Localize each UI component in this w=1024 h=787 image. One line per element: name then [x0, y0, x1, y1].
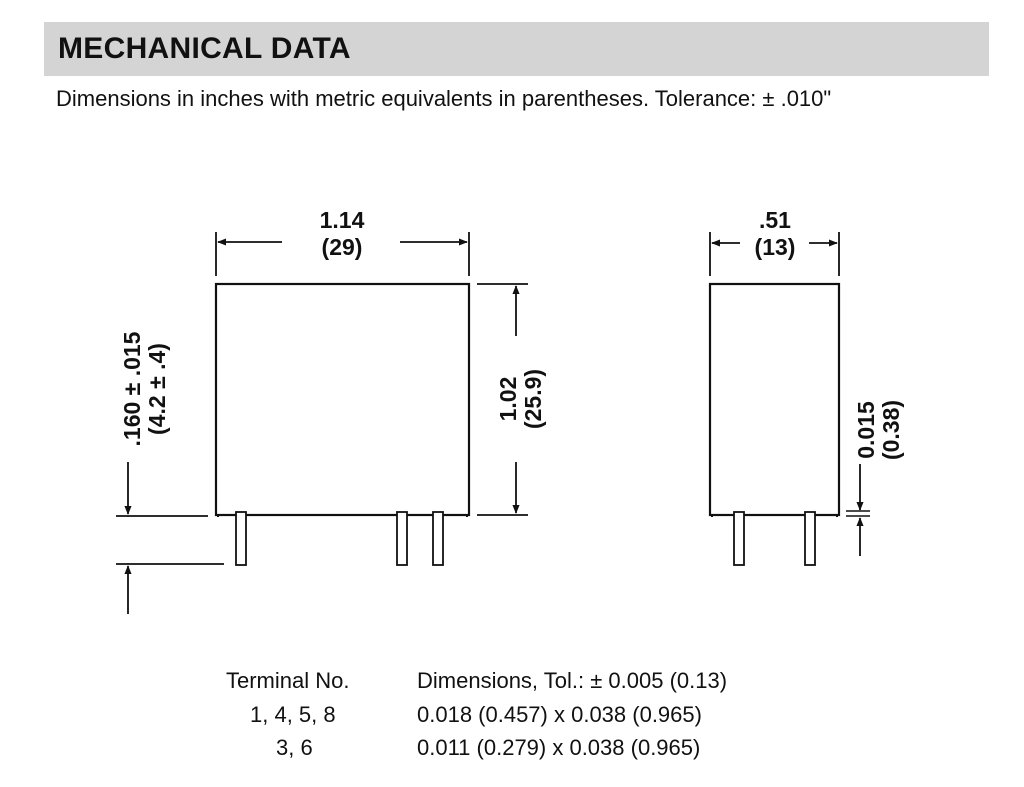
front-height-inches: 1.02: [495, 376, 521, 422]
pin-length-mm: (4.2 ± .4): [144, 343, 170, 435]
terminal-cell: 3, 6: [276, 735, 313, 760]
side-pin: [734, 512, 744, 565]
front-pin: [236, 512, 246, 565]
side-width-inches: .51: [759, 207, 791, 233]
section-title: MECHANICAL DATA: [58, 32, 351, 65]
pin-length-inches: .160 ± .015: [119, 331, 145, 447]
dimensions-note: Dimensions in inches with metric equivalents in parentheses. Tolerance: ± .010": [56, 86, 832, 111]
front-width-mm: (29): [321, 234, 363, 260]
dimensions-header: Dimensions, Tol.: ± 0.005 (0.13): [417, 668, 728, 693]
side-pin: [805, 512, 815, 565]
side-view: [710, 207, 904, 565]
side-width-mm: (13): [754, 234, 796, 260]
front-view: [116, 207, 546, 614]
dimensions-cell: 0.011 (0.279) x 0.038 (0.965): [417, 735, 701, 760]
front-pin: [397, 512, 407, 565]
terminal-header: Terminal No.: [226, 668, 350, 693]
front-pin: [433, 512, 443, 565]
dimensions-cell: 0.018 (0.457) x 0.038 (0.965): [417, 702, 702, 727]
standoff-inches: 0.015: [853, 401, 879, 459]
standoff-mm: (0.38): [878, 399, 904, 461]
front-body: [216, 284, 469, 515]
front-width-inches: 1.14: [319, 207, 365, 233]
front-height-mm: (25.9): [520, 368, 546, 430]
terminal-cell: 1, 4, 5, 8: [250, 702, 336, 727]
side-body: [710, 284, 839, 515]
